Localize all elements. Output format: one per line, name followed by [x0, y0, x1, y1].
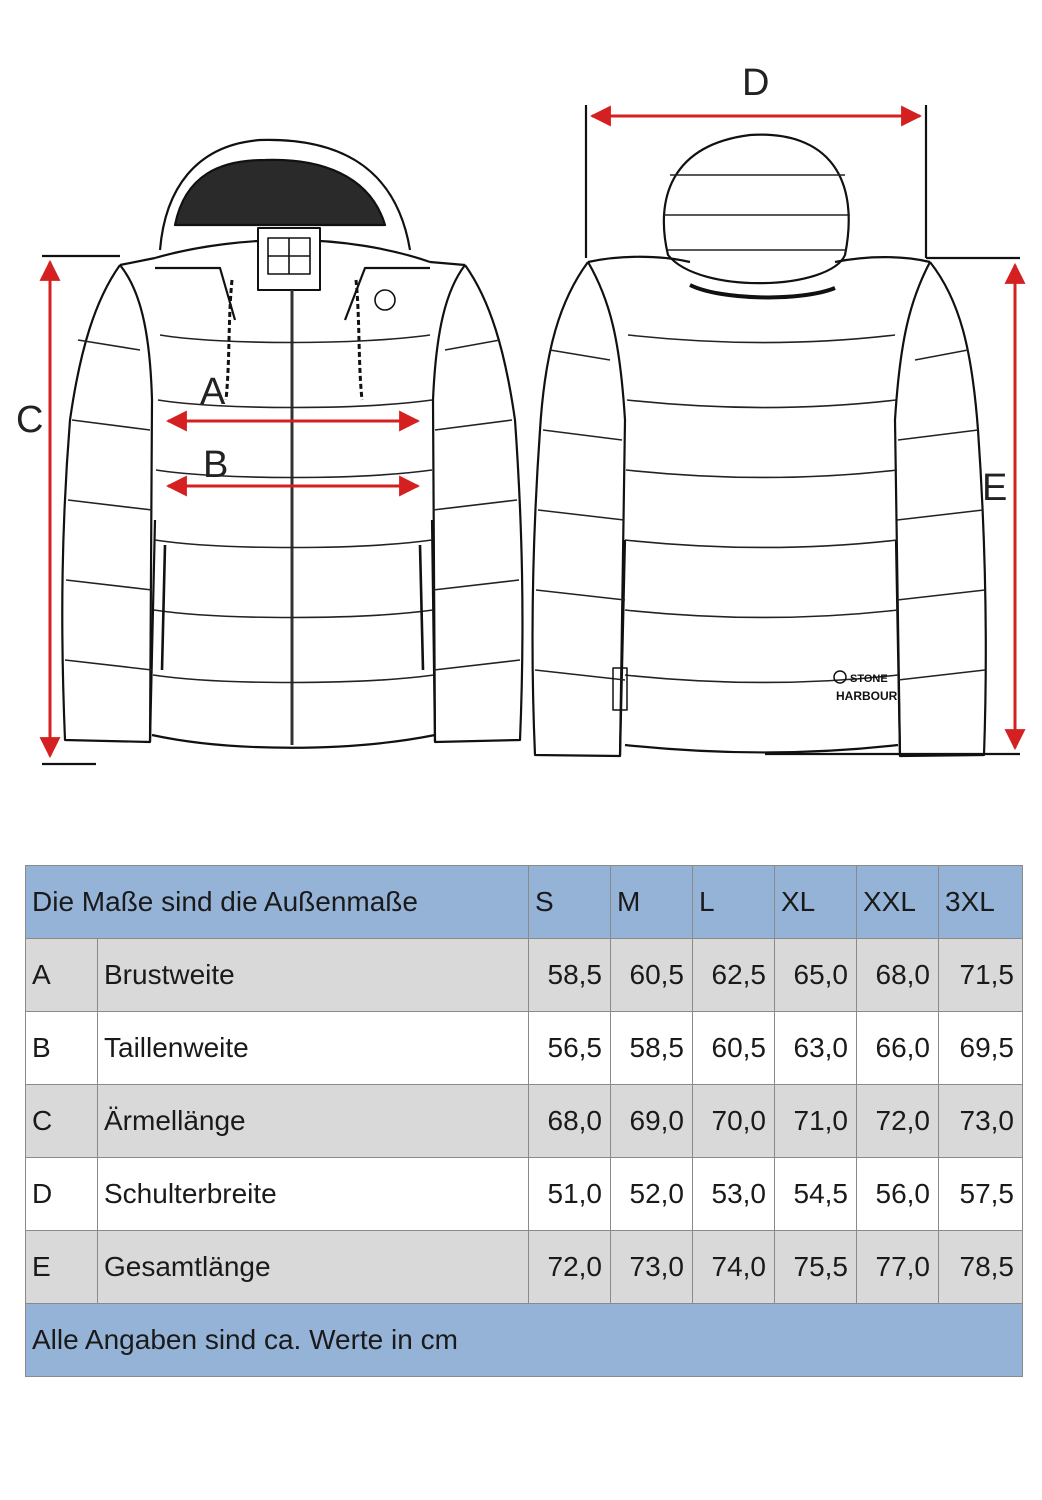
row-value: 58,5: [529, 939, 611, 1012]
back-logo-text-harbour: HARBOUR: [836, 689, 898, 703]
table-row: [26, 1085, 1023, 1158]
size-header-l: L: [693, 866, 775, 939]
row-value: 70,0: [693, 1085, 775, 1158]
row-value: 68,0: [529, 1085, 611, 1158]
size-header-s: S: [529, 866, 611, 939]
row-value: 58,5: [611, 1012, 693, 1085]
row-value: 56,5: [529, 1012, 611, 1085]
row-value: 60,5: [693, 1012, 775, 1085]
row-value: 54,5: [775, 1158, 857, 1231]
table-row: [26, 1231, 1023, 1304]
row-value: 51,0: [529, 1158, 611, 1231]
row-value: 73,0: [611, 1231, 693, 1304]
row-value: 68,0: [857, 939, 939, 1012]
row-value: 56,0: [857, 1158, 939, 1231]
size-header-xl: XL: [775, 866, 857, 939]
row-key: B: [26, 1012, 98, 1085]
label-c: C: [16, 399, 44, 441]
row-value: 52,0: [611, 1158, 693, 1231]
row-name: Schulterbreite: [98, 1158, 529, 1231]
row-value: 63,0: [775, 1012, 857, 1085]
size-header-m: M: [611, 866, 693, 939]
row-value: 71,0: [775, 1085, 857, 1158]
back-quilting: [535, 335, 985, 683]
table-header-row: [26, 866, 1023, 939]
row-value: 66,0: [857, 1012, 939, 1085]
row-value: 75,5: [775, 1231, 857, 1304]
row-key: C: [26, 1085, 98, 1158]
row-value: 65,0: [775, 939, 857, 1012]
row-value: 74,0: [693, 1231, 775, 1304]
row-key: E: [26, 1231, 98, 1304]
label-d: D: [742, 62, 770, 104]
row-value: 72,0: [857, 1085, 939, 1158]
header-label: Die Maße sind die Außenmaße: [26, 866, 529, 939]
row-value: 69,5: [939, 1012, 1023, 1085]
row-value: 57,5: [939, 1158, 1023, 1231]
row-name: Gesamtlänge: [98, 1231, 529, 1304]
row-value: 60,5: [611, 939, 693, 1012]
row-name: Brustweite: [98, 939, 529, 1012]
row-value: 71,5: [939, 939, 1023, 1012]
back-logo-emblem: [834, 671, 846, 683]
row-key: D: [26, 1158, 98, 1231]
size-table: [25, 865, 1023, 1377]
row-value: 77,0: [857, 1231, 939, 1304]
row-value: 53,0: [693, 1158, 775, 1231]
row-key: A: [26, 939, 98, 1012]
table-row: [26, 1158, 1023, 1231]
row-value: 78,5: [939, 1231, 1023, 1304]
chest-emblem: [375, 290, 395, 310]
jacket-front-drawing: [62, 140, 522, 748]
size-header-3xl: 3XL: [939, 866, 1023, 939]
row-value: 72,0: [529, 1231, 611, 1304]
row-value: 62,5: [693, 939, 775, 1012]
back-logo-text-stone: STONE: [850, 673, 888, 685]
table-row: [26, 1012, 1023, 1085]
table-row: [26, 939, 1023, 1012]
row-value: 69,0: [611, 1085, 693, 1158]
size-header-xxl: XXL: [857, 866, 939, 939]
label-e: E: [982, 467, 1008, 509]
jacket-back-drawing: [533, 135, 986, 756]
row-name: Ärmellänge: [98, 1085, 529, 1158]
hood-lining: [175, 160, 385, 225]
row-name: Taillenweite: [98, 1012, 529, 1085]
label-b: B: [203, 444, 229, 486]
table-footer-row: [26, 1304, 1023, 1377]
label-a: A: [200, 371, 226, 413]
footer-note: Alle Angaben sind ca. Werte in cm: [26, 1304, 1023, 1377]
row-value: 73,0: [939, 1085, 1023, 1158]
